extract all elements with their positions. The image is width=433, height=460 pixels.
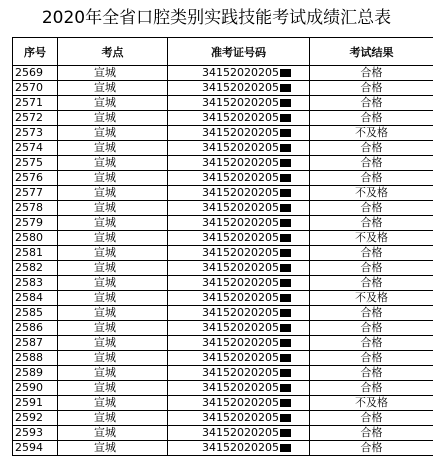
cell-seq-text: 2590 bbox=[15, 381, 43, 394]
cell-cert-number-text: 34152020205 bbox=[202, 276, 279, 289]
table-row bbox=[13, 366, 433, 381]
cell-site-text: 宣城 bbox=[94, 411, 116, 424]
cell-seq-text: 2584 bbox=[15, 291, 43, 304]
cell-cert-number-text: 34152020205 bbox=[202, 291, 279, 304]
cell-seq bbox=[13, 351, 58, 366]
cell-result-text: 合格 bbox=[360, 156, 383, 169]
table-row bbox=[13, 306, 433, 321]
cell-cert-number bbox=[168, 351, 310, 366]
cell-result-text: 合格 bbox=[360, 336, 383, 349]
cell-site bbox=[58, 186, 168, 201]
cell-seq-text: 2576 bbox=[15, 171, 43, 184]
cell-cert-number bbox=[168, 366, 310, 381]
cell-seq bbox=[13, 426, 58, 441]
cell-site-text: 宣城 bbox=[94, 351, 116, 364]
cell-result bbox=[310, 246, 433, 261]
cell-seq-text: 2582 bbox=[15, 261, 43, 274]
cell-site-text: 宣城 bbox=[94, 291, 116, 304]
redaction-mask bbox=[280, 384, 291, 392]
cell-seq bbox=[13, 231, 58, 246]
cell-cert-number bbox=[168, 261, 310, 276]
redaction-mask bbox=[280, 264, 291, 272]
cell-site bbox=[58, 261, 168, 276]
cell-result bbox=[310, 261, 433, 276]
table-row bbox=[13, 426, 433, 441]
header-site: 考点 bbox=[58, 38, 168, 66]
cell-seq bbox=[13, 171, 58, 186]
cell-seq bbox=[13, 336, 58, 351]
cell-cert-number bbox=[168, 306, 310, 321]
redaction-mask bbox=[280, 99, 291, 107]
cell-result-text: 合格 bbox=[360, 351, 383, 364]
cell-seq-text: 2573 bbox=[15, 126, 43, 139]
redaction-mask bbox=[280, 414, 291, 422]
table-row bbox=[13, 81, 433, 96]
redaction-mask bbox=[280, 114, 291, 122]
cell-cert-number-text: 34152020205 bbox=[202, 171, 279, 184]
cell-result bbox=[310, 441, 433, 456]
cell-seq bbox=[13, 411, 58, 426]
cell-result-text: 合格 bbox=[360, 66, 383, 79]
page-title: 2020年全省口腔类别实践技能考试成绩汇总表 bbox=[41, 8, 392, 28]
cell-cert-number bbox=[168, 426, 310, 441]
cell-site bbox=[58, 171, 168, 186]
cell-seq-text: 2588 bbox=[15, 351, 43, 364]
cell-site-text: 宣城 bbox=[94, 186, 116, 199]
cell-seq bbox=[13, 441, 58, 456]
cell-cert-number-text: 34152020205 bbox=[202, 306, 279, 319]
cell-result-text: 合格 bbox=[360, 216, 383, 229]
cell-site bbox=[58, 351, 168, 366]
cell-seq bbox=[13, 111, 58, 126]
cell-result-text: 不及格 bbox=[355, 396, 388, 409]
cell-seq bbox=[13, 66, 58, 81]
cell-result bbox=[310, 96, 433, 111]
cell-seq bbox=[13, 126, 58, 141]
cell-result-text: 合格 bbox=[360, 96, 383, 109]
cell-result bbox=[310, 186, 433, 201]
cell-result bbox=[310, 291, 433, 306]
cell-seq bbox=[13, 246, 58, 261]
cell-result-text: 合格 bbox=[360, 276, 383, 289]
table-row bbox=[13, 276, 433, 291]
table-row bbox=[13, 141, 433, 156]
cell-site-text: 宣城 bbox=[94, 141, 116, 154]
table-row bbox=[13, 201, 433, 216]
cell-result bbox=[310, 216, 433, 231]
cell-site-text: 宣城 bbox=[94, 201, 116, 214]
table-row bbox=[13, 111, 433, 126]
table-row bbox=[13, 66, 433, 81]
redaction-mask bbox=[280, 84, 291, 92]
cell-result-text: 合格 bbox=[360, 411, 383, 424]
cell-result-text: 合格 bbox=[360, 426, 383, 439]
redaction-mask bbox=[280, 144, 291, 152]
table-row bbox=[13, 381, 433, 396]
table-row bbox=[13, 96, 433, 111]
cell-site bbox=[58, 66, 168, 81]
cell-cert-number-text: 34152020205 bbox=[202, 441, 279, 454]
cell-cert-number-text: 34152020205 bbox=[202, 261, 279, 274]
cell-result bbox=[310, 336, 433, 351]
cell-site-text: 宣城 bbox=[94, 156, 116, 169]
cell-site-text: 宣城 bbox=[94, 441, 116, 454]
cell-result bbox=[310, 396, 433, 411]
cell-site-text: 宣城 bbox=[94, 306, 116, 319]
cell-cert-number bbox=[168, 81, 310, 96]
cell-result-text: 合格 bbox=[360, 381, 383, 394]
redaction-mask bbox=[280, 279, 291, 287]
table-row bbox=[13, 291, 433, 306]
cell-result-text: 合格 bbox=[360, 111, 383, 124]
cell-seq bbox=[13, 381, 58, 396]
cell-result bbox=[310, 111, 433, 126]
table-body bbox=[13, 66, 433, 456]
cell-cert-number-text: 34152020205 bbox=[202, 156, 279, 169]
cell-cert-number bbox=[168, 156, 310, 171]
table-row bbox=[13, 336, 433, 351]
redaction-mask bbox=[280, 69, 291, 77]
redaction-mask bbox=[280, 204, 291, 212]
cell-cert-number-text: 34152020205 bbox=[202, 186, 279, 199]
cell-site bbox=[58, 111, 168, 126]
cell-seq-text: 2586 bbox=[15, 321, 43, 334]
redaction-mask bbox=[280, 249, 291, 257]
cell-cert-number-text: 34152020205 bbox=[202, 141, 279, 154]
cell-seq bbox=[13, 321, 58, 336]
cell-cert-number-text: 34152020205 bbox=[202, 411, 279, 424]
cell-site-text: 宣城 bbox=[94, 81, 116, 94]
redaction-mask bbox=[280, 294, 291, 302]
redaction-mask bbox=[280, 339, 291, 347]
redaction-mask bbox=[280, 129, 291, 137]
cell-seq bbox=[13, 366, 58, 381]
results-table bbox=[12, 37, 433, 456]
cell-site bbox=[58, 246, 168, 261]
cell-cert-number-text: 34152020205 bbox=[202, 111, 279, 124]
cell-result bbox=[310, 171, 433, 186]
cell-seq bbox=[13, 96, 58, 111]
cell-result bbox=[310, 381, 433, 396]
cell-cert-number-text: 34152020205 bbox=[202, 426, 279, 439]
cell-site bbox=[58, 306, 168, 321]
redaction-mask bbox=[280, 369, 291, 377]
cell-cert-number-text: 34152020205 bbox=[202, 396, 279, 409]
cell-site bbox=[58, 201, 168, 216]
cell-cert-number bbox=[168, 441, 310, 456]
cell-site-text: 宣城 bbox=[94, 321, 116, 334]
cell-site bbox=[58, 321, 168, 336]
cell-seq-text: 2578 bbox=[15, 201, 43, 214]
header-result: 考试结果 bbox=[310, 38, 433, 66]
redaction-mask bbox=[280, 189, 291, 197]
header-cert-number: 准考证号码 bbox=[168, 38, 310, 66]
table-row bbox=[13, 261, 433, 276]
cell-seq-text: 2569 bbox=[15, 66, 43, 79]
table-row bbox=[13, 231, 433, 246]
cell-result bbox=[310, 231, 433, 246]
cell-cert-number bbox=[168, 66, 310, 81]
cell-site-text: 宣城 bbox=[94, 396, 116, 409]
cell-site-text: 宣城 bbox=[94, 111, 116, 124]
cell-cert-number-text: 34152020205 bbox=[202, 66, 279, 79]
cell-cert-number bbox=[168, 396, 310, 411]
cell-site-text: 宣城 bbox=[94, 426, 116, 439]
table-row bbox=[13, 171, 433, 186]
table-row bbox=[13, 411, 433, 426]
cell-seq bbox=[13, 396, 58, 411]
cell-cert-number-text: 34152020205 bbox=[202, 351, 279, 364]
cell-seq bbox=[13, 141, 58, 156]
cell-result bbox=[310, 321, 433, 336]
cell-seq bbox=[13, 291, 58, 306]
cell-seq bbox=[13, 201, 58, 216]
table-row bbox=[13, 246, 433, 261]
cell-site bbox=[58, 96, 168, 111]
cell-result-text: 合格 bbox=[360, 306, 383, 319]
cell-cert-number bbox=[168, 126, 310, 141]
cell-cert-number-text: 34152020205 bbox=[202, 381, 279, 394]
cell-site bbox=[58, 336, 168, 351]
cell-site-text: 宣城 bbox=[94, 126, 116, 139]
cell-cert-number bbox=[168, 201, 310, 216]
cell-result bbox=[310, 306, 433, 321]
cell-cert-number bbox=[168, 321, 310, 336]
cell-seq-text: 2570 bbox=[15, 81, 43, 94]
cell-cert-number bbox=[168, 246, 310, 261]
cell-result bbox=[310, 276, 433, 291]
cell-seq-text: 2580 bbox=[15, 231, 43, 244]
cell-seq-text: 2591 bbox=[15, 396, 43, 409]
cell-cert-number-text: 34152020205 bbox=[202, 321, 279, 334]
table-row bbox=[13, 351, 433, 366]
cell-cert-number-text: 34152020205 bbox=[202, 81, 279, 94]
cell-result-text: 合格 bbox=[360, 321, 383, 334]
cell-site-text: 宣城 bbox=[94, 231, 116, 244]
cell-site-text: 宣城 bbox=[94, 246, 116, 259]
redaction-mask bbox=[280, 399, 291, 407]
cell-site bbox=[58, 426, 168, 441]
table-header-row bbox=[13, 38, 433, 66]
cell-result bbox=[310, 156, 433, 171]
cell-result-text: 合格 bbox=[360, 261, 383, 274]
cell-cert-number bbox=[168, 186, 310, 201]
cell-site-text: 宣城 bbox=[94, 261, 116, 274]
cell-cert-number bbox=[168, 231, 310, 246]
cell-seq-text: 2592 bbox=[15, 411, 43, 424]
cell-result bbox=[310, 351, 433, 366]
cell-result-text: 合格 bbox=[360, 246, 383, 259]
cell-site bbox=[58, 276, 168, 291]
cell-site bbox=[58, 411, 168, 426]
cell-cert-number-text: 34152020205 bbox=[202, 246, 279, 259]
table-row bbox=[13, 441, 433, 456]
cell-result bbox=[310, 81, 433, 96]
cell-site bbox=[58, 81, 168, 96]
cell-cert-number bbox=[168, 96, 310, 111]
cell-cert-number bbox=[168, 411, 310, 426]
cell-seq-text: 2594 bbox=[15, 441, 43, 454]
cell-seq-text: 2574 bbox=[15, 141, 43, 154]
cell-cert-number bbox=[168, 336, 310, 351]
redaction-mask bbox=[280, 234, 291, 242]
cell-cert-number bbox=[168, 291, 310, 306]
cell-seq-text: 2579 bbox=[15, 216, 43, 229]
cell-site bbox=[58, 126, 168, 141]
cell-result-text: 合格 bbox=[360, 81, 383, 94]
cell-site bbox=[58, 141, 168, 156]
cell-seq-text: 2585 bbox=[15, 306, 43, 319]
cell-seq-text: 2581 bbox=[15, 246, 43, 259]
redaction-mask bbox=[280, 324, 291, 332]
cell-seq bbox=[13, 156, 58, 171]
cell-seq-text: 2572 bbox=[15, 111, 43, 124]
cell-cert-number bbox=[168, 171, 310, 186]
cell-cert-number bbox=[168, 216, 310, 231]
cell-seq-text: 2575 bbox=[15, 156, 43, 169]
cell-seq-text: 2583 bbox=[15, 276, 43, 289]
cell-result-text: 合格 bbox=[360, 141, 383, 154]
header-seq: 序号 bbox=[13, 38, 58, 66]
cell-result bbox=[310, 411, 433, 426]
redaction-mask bbox=[280, 159, 291, 167]
cell-site-text: 宣城 bbox=[94, 366, 116, 379]
cell-result bbox=[310, 201, 433, 216]
table-row bbox=[13, 156, 433, 171]
redaction-mask bbox=[280, 354, 291, 362]
cell-seq bbox=[13, 186, 58, 201]
cell-cert-number bbox=[168, 111, 310, 126]
cell-seq bbox=[13, 216, 58, 231]
cell-site bbox=[58, 216, 168, 231]
cell-site-text: 宣城 bbox=[94, 171, 116, 184]
cell-result-text: 合格 bbox=[360, 441, 383, 454]
table-row bbox=[13, 186, 433, 201]
cell-cert-number-text: 34152020205 bbox=[202, 96, 279, 109]
cell-site-text: 宣城 bbox=[94, 381, 116, 394]
cell-result bbox=[310, 126, 433, 141]
cell-result bbox=[310, 426, 433, 441]
cell-cert-number-text: 34152020205 bbox=[202, 126, 279, 139]
cell-result-text: 不及格 bbox=[355, 231, 388, 244]
cell-result-text: 合格 bbox=[360, 366, 383, 379]
redaction-mask bbox=[280, 219, 291, 227]
cell-seq bbox=[13, 81, 58, 96]
cell-seq-text: 2593 bbox=[15, 426, 43, 439]
cell-seq-text: 2577 bbox=[15, 186, 43, 199]
cell-cert-number-text: 34152020205 bbox=[202, 201, 279, 214]
cell-seq-text: 2587 bbox=[15, 336, 43, 349]
cell-site-text: 宣城 bbox=[94, 276, 116, 289]
table-row bbox=[13, 126, 433, 141]
table-row bbox=[13, 321, 433, 336]
cell-seq-text: 2571 bbox=[15, 96, 43, 109]
cell-site bbox=[58, 381, 168, 396]
cell-seq bbox=[13, 261, 58, 276]
cell-site-text: 宣城 bbox=[94, 216, 116, 229]
cell-cert-number-text: 34152020205 bbox=[202, 366, 279, 379]
cell-result-text: 合格 bbox=[360, 201, 383, 214]
table-row bbox=[13, 396, 433, 411]
cell-result-text: 不及格 bbox=[355, 126, 388, 139]
cell-site bbox=[58, 366, 168, 381]
cell-result bbox=[310, 66, 433, 81]
cell-site bbox=[58, 231, 168, 246]
redaction-mask bbox=[280, 174, 291, 182]
cell-cert-number-text: 34152020205 bbox=[202, 231, 279, 244]
cell-cert-number-text: 34152020205 bbox=[202, 216, 279, 229]
cell-result-text: 合格 bbox=[360, 171, 383, 184]
cell-result-text: 不及格 bbox=[355, 186, 388, 199]
cell-site bbox=[58, 441, 168, 456]
cell-site-text: 宣城 bbox=[94, 336, 116, 349]
redaction-mask bbox=[280, 309, 291, 317]
cell-site-text: 宣城 bbox=[94, 66, 116, 79]
cell-site-text: 宣城 bbox=[94, 96, 116, 109]
cell-seq bbox=[13, 306, 58, 321]
table-row bbox=[13, 216, 433, 231]
cell-cert-number bbox=[168, 381, 310, 396]
cell-result bbox=[310, 366, 433, 381]
cell-site bbox=[58, 156, 168, 171]
cell-site bbox=[58, 396, 168, 411]
redaction-mask bbox=[280, 429, 291, 437]
cell-site bbox=[58, 291, 168, 306]
redaction-mask bbox=[280, 444, 291, 452]
cell-seq bbox=[13, 276, 58, 291]
cell-cert-number bbox=[168, 141, 310, 156]
cell-cert-number bbox=[168, 276, 310, 291]
cell-seq-text: 2589 bbox=[15, 366, 43, 379]
cell-result-text: 不及格 bbox=[355, 291, 388, 304]
cell-result bbox=[310, 141, 433, 156]
cell-cert-number-text: 34152020205 bbox=[202, 336, 279, 349]
